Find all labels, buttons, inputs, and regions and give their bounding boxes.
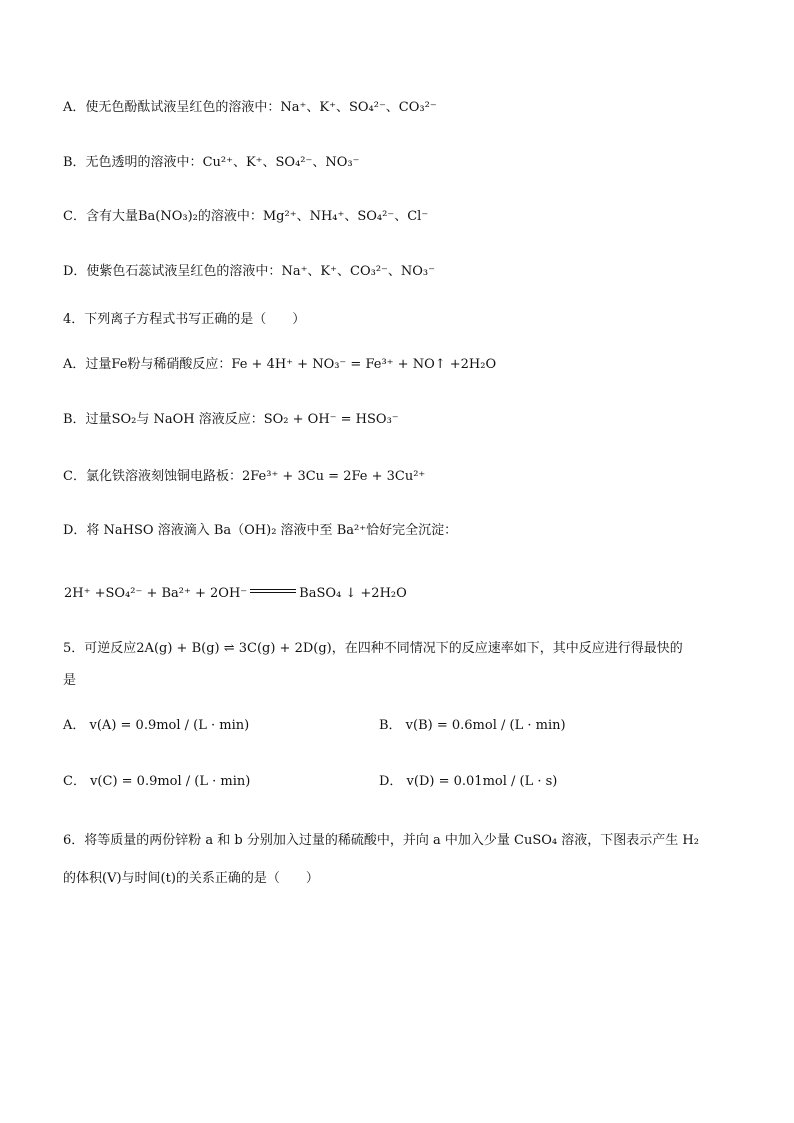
q4-stem [63, 310, 305, 330]
q4b-label2: 与 NaOH 溶液反应： [136, 412, 264, 427]
q5-option-a: A． v(A) = 0.9mol / (L · min) [63, 718, 250, 733]
q5-stem-text3: 是 [63, 673, 77, 688]
q4c-label: C．氯化铁溶液刻蚀铜电路板： [63, 469, 242, 484]
q5-stem-text: 5．可逆反应 [63, 641, 137, 656]
q4c-equation: 2Fe³⁺ + 3Cu = 2Fe + 3Cu²⁺ [241, 469, 426, 484]
q3-option-b [63, 153, 359, 173]
q4-option-a [63, 355, 496, 375]
q4-option-c [63, 467, 425, 487]
q3-option-c [63, 207, 428, 227]
option-c-formula: Ba(NO₃)₂ [137, 209, 198, 224]
q5-option-c: C． v(C) = 0.9mol / (L · min) [63, 774, 251, 789]
option-c-label2: 的溶液中： [197, 209, 263, 224]
q4-stem-text: 4．下列离子方程式书写正确的是（ ） [63, 312, 306, 327]
q6-stem-line2 [63, 869, 319, 889]
q4d-eq-left: 2H⁺ +SO₄²⁻ + Ba²⁺ + 2OH⁻ [64, 586, 248, 601]
q4a-label: A．过量Fe粉与稀硝酸反应： [63, 357, 232, 372]
option-d-ions: Na⁺、K⁺、CO₃²⁻、NO₃⁻ [281, 264, 435, 279]
q6-text1: 6．将等质量的两份锌粉 a 和 b 分别加入过量的稀硫酸中，并向 a 中加入少量 CuSO₄ 溶液，下图表示产生 H₂ [63, 833, 699, 848]
q5-option-b: B． v(B) = 0.6mol / (L · min) [379, 718, 566, 733]
q4-option-d [63, 521, 457, 541]
q5-options-row2 [63, 772, 558, 792]
option-b-ions: Cu²⁺、K⁺、SO₄²⁻、NO₃⁻ [202, 155, 360, 170]
q5-stem [63, 639, 683, 659]
option-c-label: C．含有大量 [63, 209, 138, 224]
q4d-eq-right: BaSO₄ ↓ +2H₂O [299, 586, 407, 601]
option-c-ions: Mg²⁺、NH₄⁺、SO₄²⁻、Cl⁻ [262, 209, 429, 224]
q5-reaction: 2A(g) + B(g) ⇌ 3C(g) + 2D(g) [136, 641, 332, 656]
q6-text2: 的体积(V)与时间(t)的关系正确的是（ ） [63, 871, 319, 886]
q4b-equation: SO₂ + OH⁻ = HSO₃⁻ [263, 412, 399, 427]
q4d-label: D．将 NaHSO 溶液滴入 Ba（OH)₂ 溶液中至 Ba²⁺恰好完全沉淀： [63, 523, 458, 538]
option-a-ions: Na⁺、K⁺、SO₄²⁻、CO₃²⁻ [280, 100, 437, 115]
option-a-label: A．使无色酚酞试液呈红色的溶液中： [63, 100, 281, 115]
equals-bar [250, 589, 296, 593]
q4b-label: B．过量 [63, 412, 112, 427]
q5-option-d: D． v(D) = 0.01mol / (L · s) [379, 774, 558, 789]
q4-option-b [63, 410, 399, 430]
q5-stem-cont [63, 671, 76, 691]
q3-option-a [63, 98, 437, 118]
q6-stem-line1 [63, 831, 699, 851]
q4b-so2: SO₂ [111, 412, 137, 427]
q4a-equation: Fe + 4H⁺ + NO₃⁻ = Fe³⁺ + NO↑ +2H₂O [231, 357, 497, 372]
q4-option-d-equation [64, 584, 407, 604]
q3-option-d [63, 262, 435, 282]
option-d-label: D．使紫色石蕊试液呈红色的溶液中： [63, 264, 282, 279]
option-b-label: B．无色透明的溶液中： [63, 155, 203, 170]
q5-stem-text2: ，在四种不同情况下的反应速率如下，其中反应进行得最快的 [331, 641, 683, 656]
q5-options-row1 [63, 716, 566, 736]
